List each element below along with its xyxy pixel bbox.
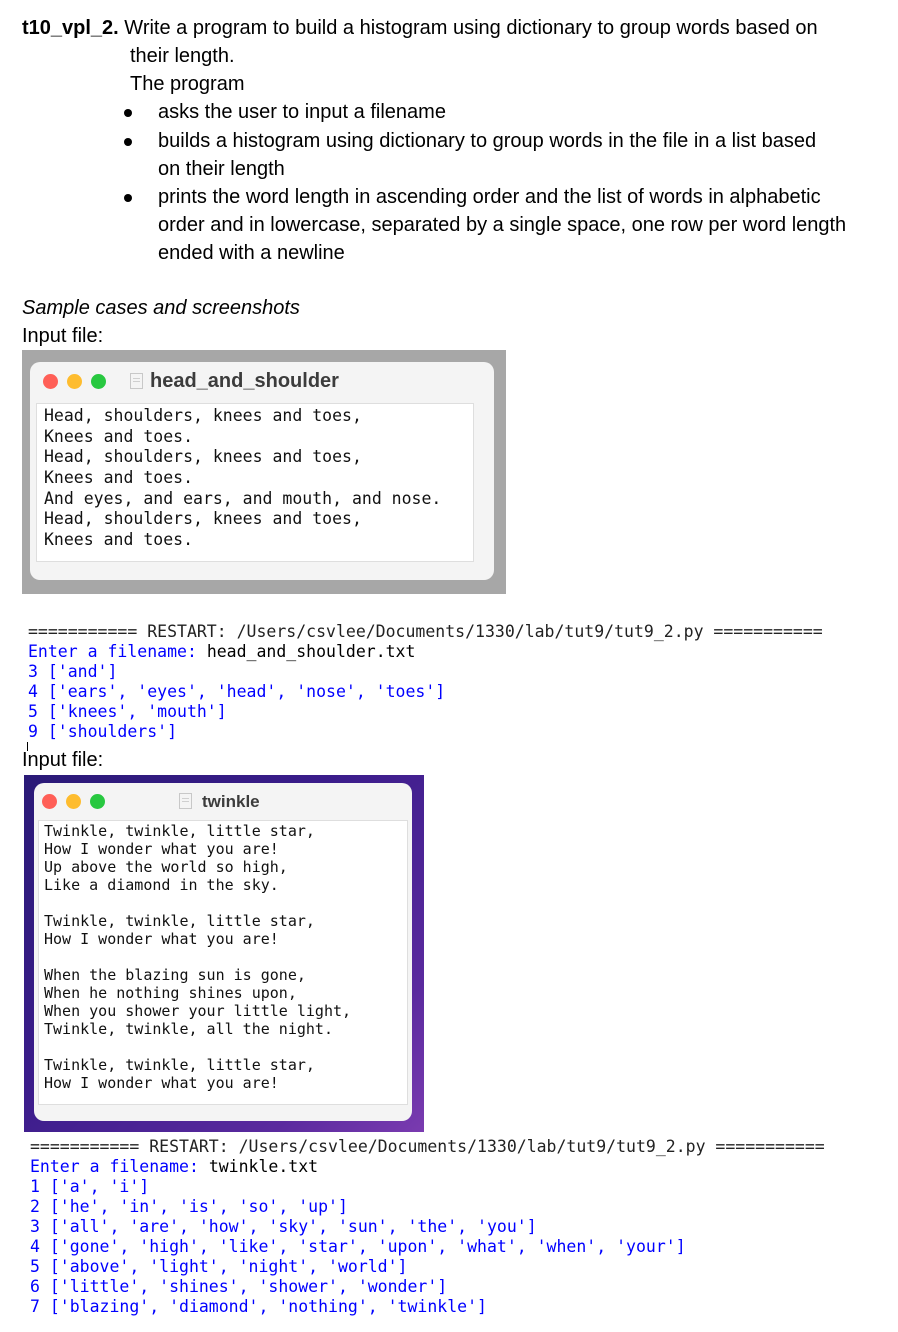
task-text-line-1: Write a program to build a histogram using dictionary to group words based on <box>124 17 818 39</box>
file-line: Twinkle, twinkle, little star, <box>44 912 315 930</box>
bullet-3-line-2: order and in lowercase, separated by a single space, one row per word length <box>158 214 847 236</box>
case1-text-window <box>30 362 494 580</box>
file-line: When the blazing sun is gone, <box>44 966 306 984</box>
shell-output-line: 3 ['all', 'are', 'how', 'sky', 'sun', 'the', 'you'] <box>30 1217 537 1236</box>
minimize-icon[interactable] <box>66 794 81 809</box>
file-line: Knees and toes. <box>44 530 194 549</box>
bullet-1-line-1: asks the user to input a filename <box>158 101 446 123</box>
minimize-icon[interactable] <box>67 374 82 389</box>
case2-restart-banner: =========== RESTART: /Users/csvlee/Documents/1330/lab/tut9/tut9_2.py =========== <box>30 1137 825 1156</box>
file-line: How I wonder what you are! <box>44 840 279 858</box>
shell-output-line: 4 ['gone', 'high', 'like', 'star', 'upon', 'what', 'when', 'your'] <box>30 1237 686 1256</box>
bullet-3-line-1: prints the word length in ascending order and the list of words in alphabetic <box>158 186 821 208</box>
shell-output-line: 9 ['shoulders'] <box>28 722 178 741</box>
file-line: And eyes, and ears, and mouth, and nose. <box>44 489 442 508</box>
case2-window-title: twinkle <box>202 792 260 811</box>
zoom-icon[interactable] <box>90 794 105 809</box>
bullet-icon <box>124 138 132 146</box>
file-line: Up above the world so high, <box>44 858 288 876</box>
shell-output-line: 3 ['and'] <box>28 662 118 681</box>
shell-output-line: 6 ['little', 'shines', 'shower', 'wonder'] <box>30 1277 448 1296</box>
task-text-line-2: their length. <box>130 45 235 67</box>
samples-heading: Sample cases and screenshots <box>22 297 300 319</box>
case2-text-window <box>34 783 412 1121</box>
bullet-icon <box>124 109 132 117</box>
file-line: Twinkle, twinkle, little star, <box>44 1056 315 1074</box>
shell-entered-filename: twinkle.txt <box>208 1157 319 1176</box>
close-icon[interactable] <box>43 374 58 389</box>
task-text-line-3: The program <box>130 73 245 95</box>
shell-output-line: 5 ['knees', 'mouth'] <box>28 702 227 721</box>
file-line: Knees and toes. <box>44 427 194 446</box>
shell-prompt: Enter a filename: <box>30 1157 209 1176</box>
file-line: Head, shoulders, knees and toes, <box>44 447 362 466</box>
task-id: t10_vpl_2. <box>22 17 119 39</box>
case1-input-label: Input file: <box>22 325 104 347</box>
file-line: Twinkle, twinkle, little star, <box>44 822 315 840</box>
case1-file-content <box>36 403 474 562</box>
shell-prompt: Enter a filename: <box>28 642 207 661</box>
file-line: When he nothing shines upon, <box>44 984 297 1002</box>
case2-file-content <box>38 820 408 1105</box>
bullet-2-line-1: builds a histogram using dictionary to group words in the file in a list based <box>158 130 817 152</box>
case2-input-label: Input file: <box>22 749 104 771</box>
zoom-icon[interactable] <box>91 374 106 389</box>
file-line: How I wonder what you are! <box>44 1074 279 1092</box>
shell-output-line: 7 ['blazing', 'diamond', 'nothing', 'twinkle'] <box>30 1297 487 1316</box>
file-line: When you shower your little light, <box>44 1002 352 1020</box>
case2-prompt-line <box>30 1157 318 1177</box>
shell-output-line: 4 ['ears', 'eyes', 'head', 'nose', 'toes'] <box>28 682 446 701</box>
bullet-2-line-2: on their length <box>158 158 285 180</box>
shell-output-line: 5 ['above', 'light', 'night', 'world'] <box>30 1257 408 1276</box>
file-line: Head, shoulders, knees and toes, <box>44 406 362 425</box>
file-line: Twinkle, twinkle, all the night. <box>44 1020 333 1038</box>
file-line: Like a diamond in the sky. <box>44 876 279 894</box>
shell-entered-filename: head_and_shoulder.txt <box>206 642 416 661</box>
case1-restart-banner: =========== RESTART: /Users/csvlee/Documents/1330/lab/tut9/tut9_2.py =========== <box>28 622 823 641</box>
close-icon[interactable] <box>42 794 57 809</box>
file-line: How I wonder what you are! <box>44 930 279 948</box>
shell-output-line: 1 ['a', 'i'] <box>30 1177 150 1196</box>
bullet-icon <box>124 194 132 202</box>
shell-output-line: 2 ['he', 'in', 'is', 'so', 'up'] <box>30 1197 348 1216</box>
task-heading <box>22 14 818 42</box>
document-icon <box>179 793 192 809</box>
bullet-3-line-3: ended with a newline <box>158 242 345 264</box>
case1-window-title: head_and_shoulder <box>150 370 339 392</box>
document-icon <box>130 373 143 389</box>
file-line: Head, shoulders, knees and toes, <box>44 509 362 528</box>
case1-prompt-line <box>28 642 415 662</box>
file-line: Knees and toes. <box>44 468 194 487</box>
